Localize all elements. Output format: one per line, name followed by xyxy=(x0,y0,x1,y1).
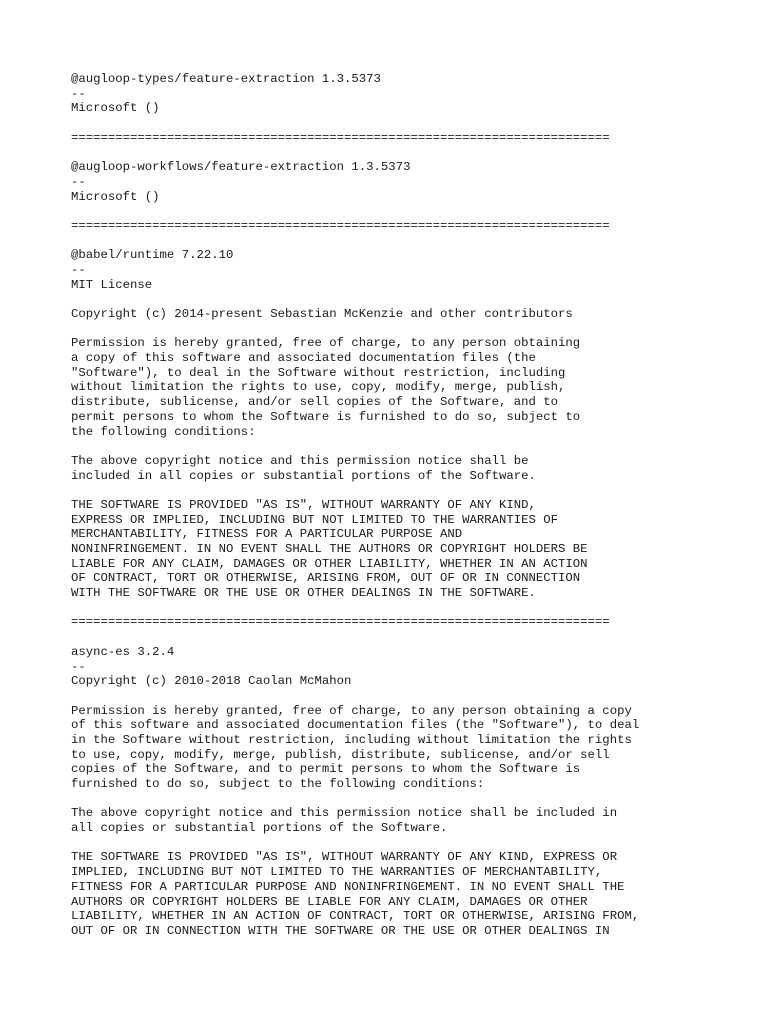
blank-line xyxy=(71,630,751,645)
text-line: Copyright (c) 2010-2018 Caolan McMahon xyxy=(71,674,352,689)
text-line: distribute, sublicense, and/or sell copies of the Software, and to xyxy=(71,395,559,410)
text-line: without limitation the rights to use, copy, modify, merge, publish, xyxy=(71,380,566,395)
license-document xyxy=(71,72,751,939)
text-line: FITNESS FOR A PARTICULAR PURPOSE AND NONINFRINGEMENT. IN NO EVENT SHALL THE xyxy=(71,879,625,894)
text-line: a copy of this software and associated documentation files (the xyxy=(71,351,536,366)
header-divider: -- xyxy=(71,262,86,277)
text-line: OF CONTRACT, TORT OR OTHERWISE, ARISING FROM, OUT OF OR IN CONNECTION xyxy=(71,571,581,586)
blank-line xyxy=(71,439,751,454)
blank-line xyxy=(71,483,751,498)
section-separator: ========================================================================= xyxy=(71,130,610,145)
blank-line xyxy=(71,234,751,249)
text-line: copies of the Software, and to permit persons to whom the Software is xyxy=(71,762,581,777)
text-line: LIABILITY, WHETHER IN AN ACTION OF CONTRACT, TORT OR OTHERWISE, ARISING FROM, xyxy=(71,909,640,924)
header-divider: -- xyxy=(71,86,86,101)
text-line: in the Software without restriction, including without limitation the rights xyxy=(71,732,632,747)
blank-line xyxy=(71,292,751,307)
text-line: Microsoft () xyxy=(71,101,160,116)
text-line: async-es 3.2.4 xyxy=(71,644,175,659)
header-divider: -- xyxy=(71,659,86,674)
text-line: OUT OF OR IN CONNECTION WITH THE SOFTWARE OR THE USE OR OTHER DEALINGS IN xyxy=(71,923,610,938)
blank-line xyxy=(71,601,751,616)
text-line: AUTHORS OR COPYRIGHT HOLDERS BE LIABLE FOR ANY CLAIM, DAMAGES OR OTHER xyxy=(71,894,588,909)
blank-line xyxy=(71,116,751,131)
text-line: to use, copy, modify, merge, publish, distribute, sublicense, and/or sell xyxy=(71,747,610,762)
text-line: @augloop-types/feature-extraction 1.3.5373 xyxy=(71,72,381,86)
text-line: MIT License xyxy=(71,277,153,292)
section-separator: ========================================================================= xyxy=(71,615,610,630)
text-line: @augloop-workflows/feature-extraction 1.3.5373 xyxy=(71,160,411,175)
blank-line xyxy=(71,204,751,219)
text-line: "Software"), to deal in the Software without restriction, including xyxy=(71,365,566,380)
text-line: Permission is hereby granted, free of charge, to any person obtaining a copy xyxy=(71,703,632,718)
header-divider: -- xyxy=(71,174,86,189)
text-line: The above copyright notice and this permission notice shall be xyxy=(71,453,529,468)
text-line: the following conditions: xyxy=(71,424,256,439)
text-line: @babel/runtime 7.22.10 xyxy=(71,248,234,263)
text-line: NONINFRINGEMENT. IN NO EVENT SHALL THE AUTHORS OR COPYRIGHT HOLDERS BE xyxy=(71,542,588,556)
blank-line xyxy=(71,145,751,160)
text-line: Microsoft () xyxy=(71,189,160,204)
blank-line xyxy=(71,836,751,851)
text-line: WITH THE SOFTWARE OR THE USE OR OTHER DEALINGS IN THE SOFTWARE. xyxy=(71,586,536,601)
text-line: The above copyright notice and this permission notice shall be included in xyxy=(71,806,618,821)
text-line: included in all copies or substantial portions of the Software. xyxy=(71,468,536,483)
text-line: all copies or substantial portions of the Software. xyxy=(71,821,448,836)
text-line: permit persons to whom the Software is furnished to do so, subject to xyxy=(71,409,581,424)
blank-line xyxy=(71,689,751,704)
text-line: THE SOFTWARE IS PROVIDED "AS IS", WITHOUT WARRANTY OF ANY KIND, EXPRESS OR xyxy=(71,850,618,865)
text-line: EXPRESS OR IMPLIED, INCLUDING BUT NOT LIMITED TO THE WARRANTIES OF xyxy=(71,512,559,527)
text-line: MERCHANTABILITY, FITNESS FOR A PARTICULAR PURPOSE AND xyxy=(71,527,463,542)
text-line: LIABLE FOR ANY CLAIM, DAMAGES OR OTHER LIABILITY, WHETHER IN AN ACTION xyxy=(71,556,588,571)
section-separator: ========================================================================= xyxy=(71,218,610,233)
text-line: of this software and associated documentation files (the "Software"), to deal xyxy=(71,718,640,733)
blank-line xyxy=(71,792,751,807)
text-line: Permission is hereby granted, free of charge, to any person obtaining xyxy=(71,336,581,351)
blank-line xyxy=(71,322,751,337)
text-line: furnished to do so, subject to the following conditions: xyxy=(71,777,485,791)
text-line: Copyright (c) 2014-present Sebastian McKenzie and other contributors xyxy=(71,307,573,321)
text-line: IMPLIED, INCLUDING BUT NOT LIMITED TO THE WARRANTIES OF MERCHANTABILITY, xyxy=(71,865,603,880)
text-line: THE SOFTWARE IS PROVIDED "AS IS", WITHOUT WARRANTY OF ANY KIND, xyxy=(71,497,536,512)
